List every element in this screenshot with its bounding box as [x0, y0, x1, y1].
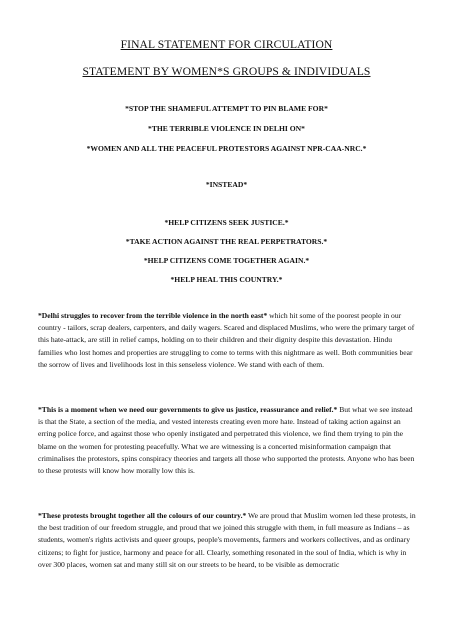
paragraph-2 [38, 404, 418, 477]
action-line-1: *HELP CITIZENS SEEK JUSTICE.* [164, 218, 289, 227]
paragraph-2-body: But what we see instead is that the State, a section of the media, and vested interests creating even more hate. Instead of taking action against an erring police force, and against those who openly instigated and perpetrated this violence, we find them trying to pin the blame on the women for protesting peacefully. What we are witnessing is a concerted misinformation campaign that criminalises the protestors, spins conspiracy theories and targets all those who supported the protests. Anyone who has been to these protests will know how morally low this is. [38, 405, 415, 476]
action-line-3: *HELP CITIZENS COME TOGETHER AGAIN.* [143, 256, 310, 265]
action-line-2: *TAKE ACTION AGAINST THE REAL PERPETRATORS.* [125, 237, 328, 246]
paragraph-3-body: We are proud that Muslim women led these protests, in the best tradition of our freedom struggle, and proud that we joined this struggle with them, in full measure as Indians – as students, women's rights activists and queer groups, people's movements, farmers and workers collectives, and as ordinary citizens; to fight for justice, harmony and peace for all. Clearly, something resonated in the soul of India, which is why in over 300 places, women sat and many still sit on our streets to be heard, to be visible as democratic [38, 511, 416, 569]
document-title: FINAL STATEMENT FOR CIRCULATION [120, 38, 333, 51]
document-subtitle: STATEMENT BY WOMEN*S GROUPS & INDIVIDUALS [82, 65, 371, 78]
instead-line: *INSTEAD* [205, 180, 248, 189]
paragraph-3-lead: *These protests brought together all the colours of our country.* [38, 511, 247, 520]
demand-line-1: *STOP THE SHAMEFUL ATTEMPT TO PIN BLAME FOR* [125, 104, 328, 113]
paragraph-3 [38, 510, 418, 571]
demand-line-2: *THE TERRIBLE VIOLENCE IN DELHI ON* [148, 124, 305, 133]
demand-line-3: *WOMEN AND ALL THE PEACEFUL PROTESTORS AGAINST NPR-CAA-NRC.* [86, 144, 367, 153]
paragraph-1-body: which hit some of the poorest people in our country - tailors, scrap dealers, carpenters, and daily wagers. Scared and displaced Muslims, who were the primary target of this hate-attack, are still in relief camps, holding on to their children and their dignity despite this devastation. Hindu families who lost homes and properties are struggling to come to terms with this nightmare as well. Both communities bear the sorrow of lives and livelihoods lost in this senseless violence. We stand with each of them. [38, 311, 415, 369]
action-line-4: *HELP HEAL THIS COUNTRY.* [170, 275, 283, 284]
paragraph-1-lead: *Delhi struggles to recover from the terrible violence in the north east* [38, 311, 268, 320]
paragraph-2-lead: *This is a moment when we need our governments to give us justice, reassurance and relief.* [38, 405, 338, 414]
paragraph-1 [38, 310, 418, 371]
